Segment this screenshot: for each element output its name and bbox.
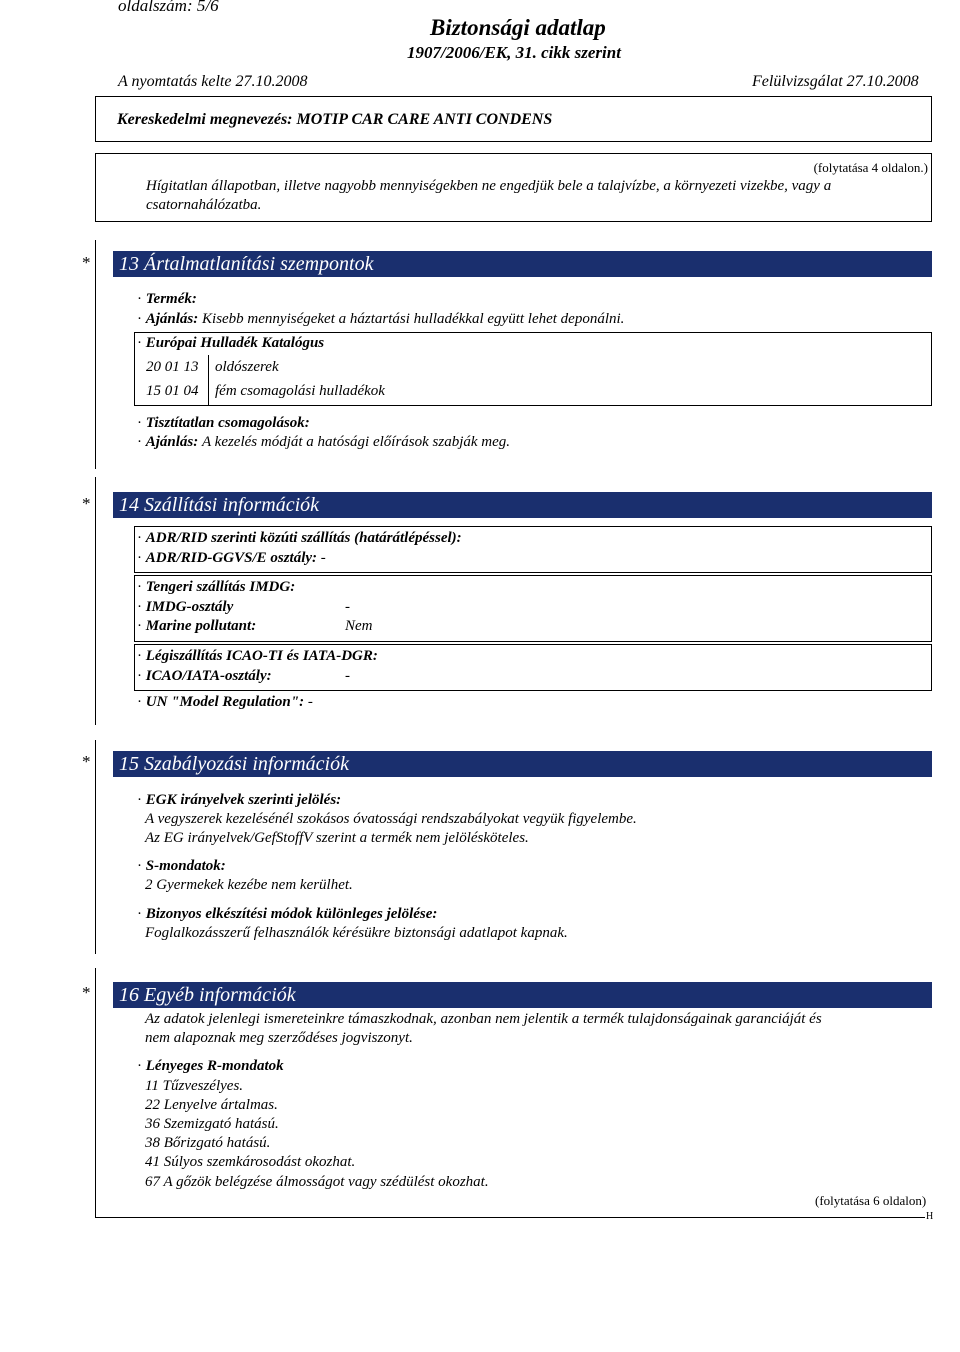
section-16-title: 16 Egyéb információk [119,984,296,1006]
ewc-title-line [137,335,324,352]
recommendation-label: Ajánlás: [145,311,199,327]
bullet: · [137,648,142,664]
ewc-code: 15 01 04 [146,383,199,399]
ewc-desc: oldószerek [215,359,279,375]
bullet: · [137,1058,142,1074]
icao-label: Légiszállítás ICAO-TI és IATA-DGR: [145,648,378,664]
continued-to-note: (folytatása 6 oldalon) [815,1193,927,1208]
special-label: Bizonyos elkészítési módok különleges jelölése: [145,906,438,922]
print-date: A nyomtatás kelte 27.10.2008 [118,73,308,90]
recommendation-text: Kisebb mennyiségeket a háztartási hulladékkal együtt lehet deponálni. [202,311,625,327]
uncleaned-line [137,415,310,432]
product-label: Termék: [145,291,197,307]
imdg-class-line [137,599,233,616]
bullet: · [137,906,142,922]
bullet: · [137,858,142,874]
section-14-title: 14 Szállítási információk [119,494,319,516]
imdg-label: Tengeri szállítás IMDG: [145,579,296,595]
bullet: · [137,291,142,307]
special-text: Foglalkozásszerű felhasználók kérésükre biztonsági adatlapot kapnak. [145,925,568,941]
disclaimer-line-2: nem alapoznak meg szerződéses jogviszonyt. [145,1030,413,1046]
uncleaned-rec-label: Ajánlás: [145,434,199,450]
icao-class-label: ICAO/IATA-osztály: [145,668,272,684]
section-13-header [113,251,932,277]
r-phrase: 38 Bőrizgató hatású. [145,1135,271,1151]
imdg-class-label: IMDG-osztály [145,599,234,615]
bullet: · [137,415,142,431]
un-label: UN "Model Regulation": [145,694,305,710]
footer-mark: H [926,1211,934,1222]
ewc-column-divider [208,355,209,406]
bullet: · [137,668,142,684]
imdg-box [134,575,932,642]
section-13-title: 13 Ártalmatlanítási szempontok [119,253,374,275]
special-line [137,906,437,923]
egk-text-2: Az EG irányelvek/GefStoffV szerint a termék nem jelölésköteles. [145,830,529,846]
adr-class-value: - [320,550,326,566]
bullet: · [137,618,142,634]
adr-line [137,530,462,547]
un-line [137,694,313,711]
continuation-box [95,153,932,222]
r-phrase: 11 Tűzveszélyes. [145,1078,244,1094]
ewc-box [134,332,932,406]
bullet: · [137,434,142,450]
change-marker: * [82,752,91,771]
bullet: · [137,335,142,351]
document-title: Biztonsági adatlap [430,15,606,40]
marine-value: Nem [345,618,373,634]
r-phrase: 41 Súlyos szemkárosodást okozhat. [145,1154,356,1170]
bullet: · [137,792,142,808]
adr-box [134,526,932,573]
r-phrases-label: Lényeges R-mondatok [145,1058,284,1074]
egk-line [137,792,341,809]
section-15-title: 15 Szabályozási információk [119,753,349,775]
r-phrase: 36 Szemizgató hatású. [145,1116,279,1132]
continuation-line-2: csatornahálózatba. [146,197,262,213]
ewc-code: 20 01 13 [146,359,199,375]
section-14-header [113,492,932,518]
marine-line [137,618,256,635]
footer-rule [95,1217,932,1218]
change-marker: * [82,494,91,513]
egk-label: EGK irányelvek szerinti jelölés: [145,792,342,808]
r-phrase: 67 A gőzök belégzése álmosságot vagy szédülést okozhat. [145,1174,489,1190]
ewc-title: Európai Hulladék Katalógus [145,335,325,351]
recommendation-line [137,311,624,328]
document-subtitle: 1907/2006/EK, 31. cikk szerint [407,43,621,62]
continuation-line-1: Hígitatlan állapotban, illetve nagyobb mennyiségekben ne engedjük bele a talajvízbe, a környezeti vizekbe, vagy a [146,178,832,194]
product-line [137,291,197,308]
change-marker: * [82,253,91,272]
uncleaned-rec-text: A kezelés módját a hatósági előírások szabják meg. [202,434,511,450]
section-15-header [113,751,932,777]
s-phrases-line [137,858,226,875]
continued-from-note: (folytatása 4 oldalon.) [813,160,928,175]
adr-class-line [137,550,326,567]
marine-label: Marine pollutant: [145,618,257,634]
bullet: · [137,550,142,566]
adr-class-label: ADR/RID-GGVS/E osztály: [145,550,318,566]
imdg-line [137,579,295,596]
r-phrases-line [137,1058,284,1075]
icao-class-line [137,668,272,685]
trade-name-box [95,96,932,142]
icao-box [134,644,932,691]
adr-label: ADR/RID szerinti közúti szállítás (határátlépéssel): [145,530,462,546]
disclaimer-line-1: Az adatok jelenlegi ismereteinkre támaszkodnak, azonban nem jelentik a termék tulajdonságainak garanciáját és [145,1011,822,1027]
bullet: · [137,579,142,595]
page-number: oldalszám: 5/6 [118,0,219,15]
change-marker: * [82,983,91,1002]
imdg-class-value: - [345,599,350,615]
bullet: · [137,311,142,327]
s-phrases-label: S-mondatok: [145,858,226,874]
icao-class-value: - [345,668,350,684]
uncleaned-label: Tisztítatlan csomagolások: [145,415,310,431]
s-phrase-text: 2 Gyermekek kezébe nem kerülhet. [145,877,353,893]
uncleaned-rec-line [137,434,510,451]
section-16-header [113,982,932,1008]
bullet: · [137,599,142,615]
review-date: Felülvizsgálat 27.10.2008 [752,73,919,90]
un-value: - [307,694,313,710]
trade-name: Kereskedelmi megnevezés: MOTIP CAR CARE ANTI CONDENS [117,111,553,128]
icao-line [137,648,378,665]
bullet: · [137,530,142,546]
r-phrase: 22 Lenyelve ártalmas. [145,1097,278,1113]
egk-text-1: A vegyszerek kezelésénél szokásos óvatossági rendszabályokat vegyük figyelembe. [145,811,637,827]
ewc-desc: fém csomagolási hulladékok [215,383,385,399]
bullet: · [137,694,142,710]
